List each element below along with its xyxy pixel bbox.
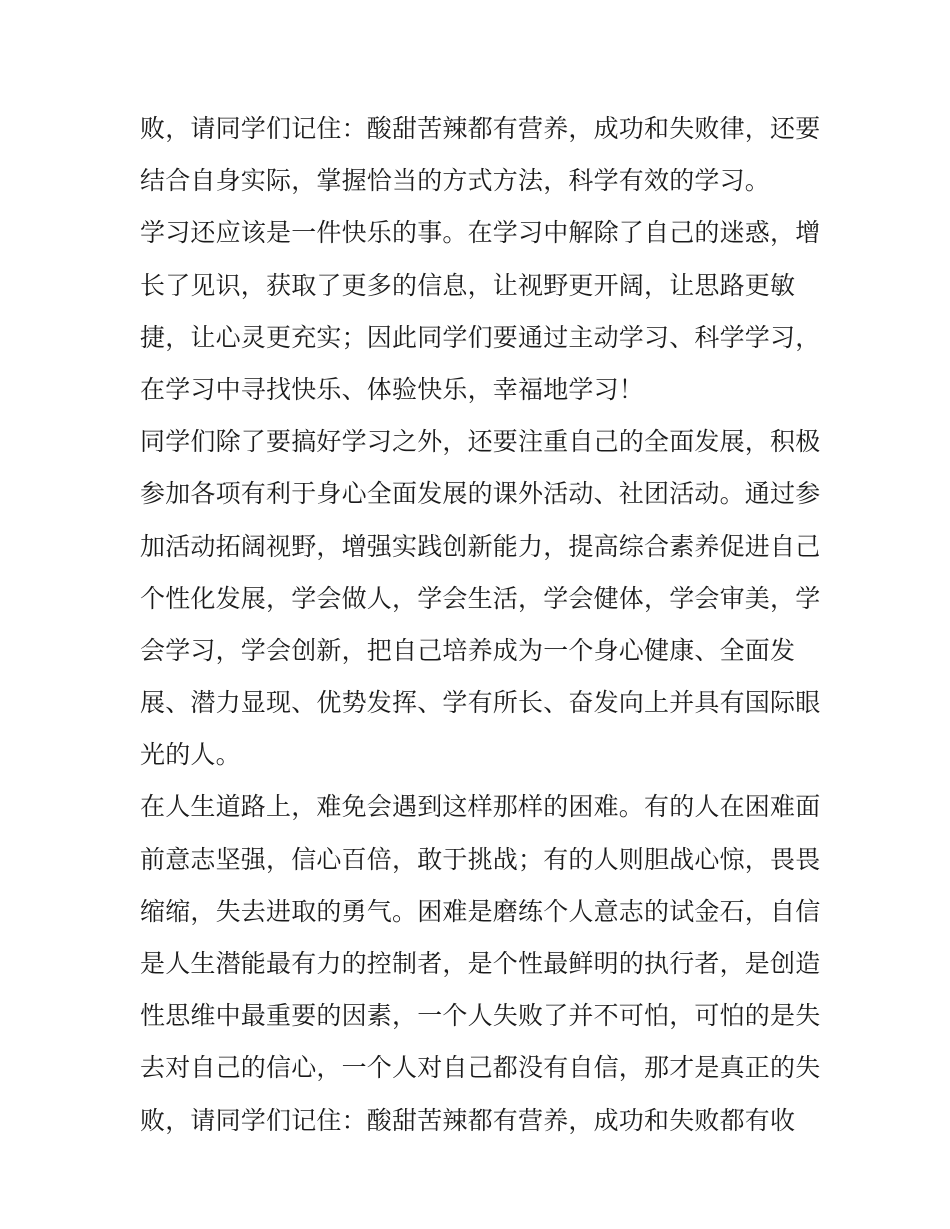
text-line: 同学们除了要搞好学习之外，还要注重自己的全面发展，积极 — [140, 427, 821, 457]
text-line: 去对自己的信心，一个人对自己都没有自信，那才是真正的失 — [140, 1053, 821, 1083]
document-body — [140, 103, 820, 1147]
text-line: 在学习中寻找快乐、体验快乐，幸福地学习！ — [140, 374, 645, 404]
text-line: 学习还应该是一件快乐的事。在学习中解除了自己的迷惑，增 — [140, 218, 821, 248]
text-line: 性思维中最重要的因素，一个人失败了并不可怕，可怕的是失 — [140, 1001, 821, 1031]
text-line: 败，请同学们记住：酸甜苦辣都有营养，成功和失败律，还要 — [140, 114, 821, 143]
text-line: 会学习，学会创新，把自己培养成为一个身心健康、全面发 — [140, 635, 796, 665]
text-line: 是人生潜能最有力的控制者，是个性最鲜明的执行者，是创造 — [140, 949, 821, 978]
text-line: 捷，让心灵更充实；因此同学们要通过主动学习、科学学习， — [140, 322, 821, 352]
text-line: 缩缩，失去进取的勇气。困难是磨练个人意志的试金石，自信 — [140, 896, 821, 926]
text-line: 个性化发展，学会做人，学会生活，学会健体，学会审美，学 — [140, 583, 821, 613]
text-line: 光的人。 — [140, 740, 241, 770]
text-line: 前意志坚强，信心百倍，敢于挑战；有的人则胆战心惊，畏畏 — [140, 844, 821, 874]
text-line: 在人生道路上，难免会遇到这样那样的困难。有的人在困难面 — [140, 792, 821, 822]
text-line: 败，请同学们记住：酸甜苦辣都有营养，成功和失败都有收 — [140, 1105, 796, 1135]
text-line: 长了见识，获取了更多的信息，让视野更开阔，让思路更敏 — [140, 270, 796, 300]
text-line: 结合自身实际，掌握恰当的方式方法，科学有效的学习。 — [140, 166, 771, 196]
text-line: 展、潜力显现、优势发挥、学有所长、奋发向上并具有国际眼 — [140, 688, 821, 718]
text-line: 加活动拓阔视野，增强实践创新能力，提高综合素养促进自己 — [140, 531, 821, 561]
text-line: 参加各项有利于身心全面发展的课外活动、社团活动。通过参 — [140, 479, 821, 509]
